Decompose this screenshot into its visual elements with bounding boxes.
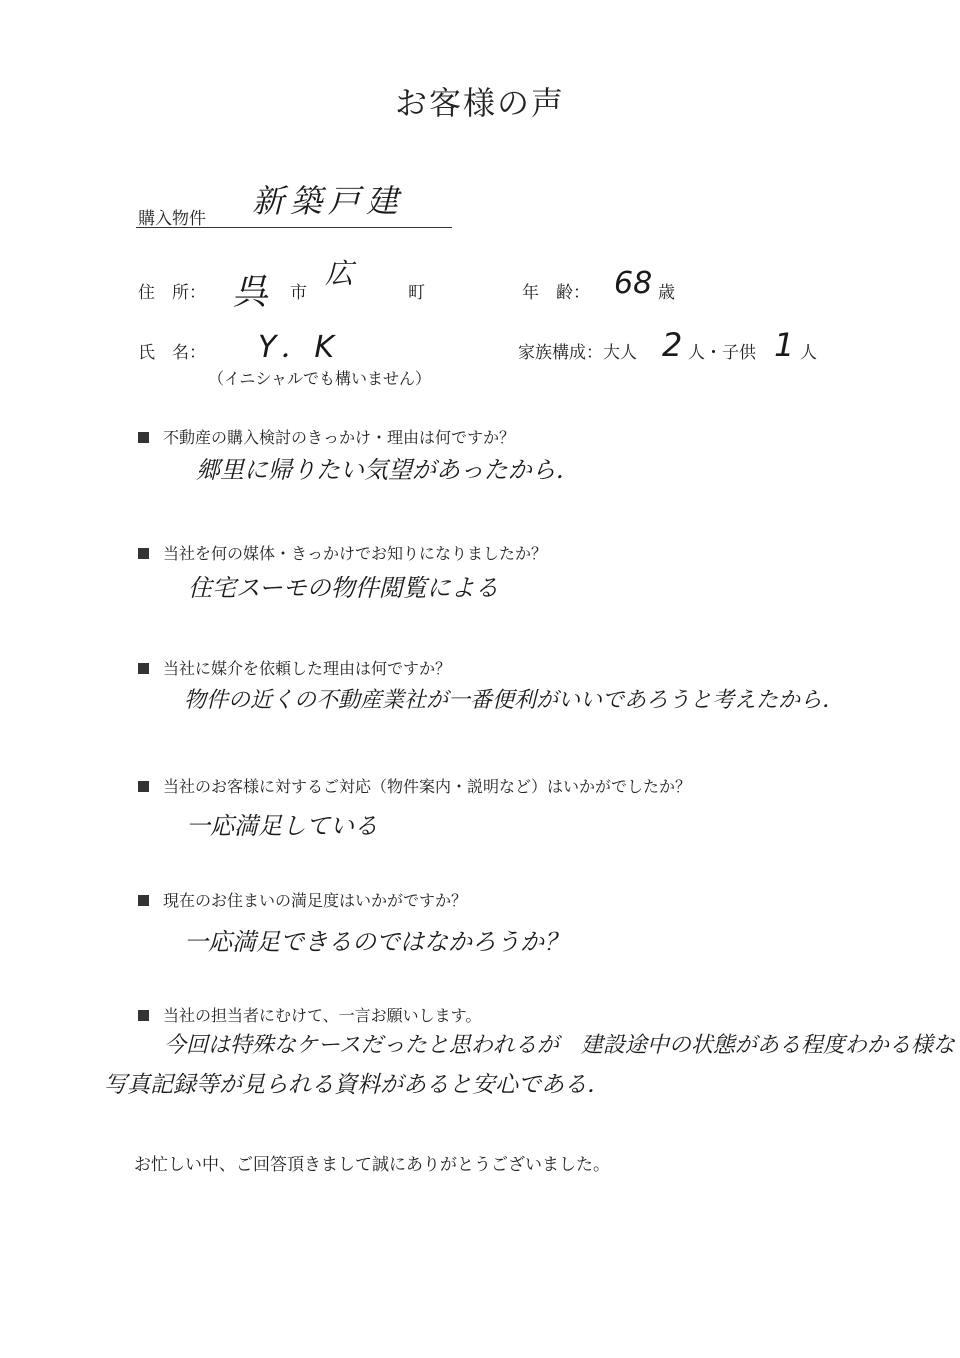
age-label: 年 齢： — [522, 283, 590, 303]
answer-6-line-1: 今回は特殊なケースだったと思われるが 建設途中の状態がある程度わかる様な — [164, 1033, 955, 1058]
address-city-value: 呉 — [232, 272, 269, 313]
question-6: 当社の担当者にむけて、一言お願いします。 — [138, 1003, 481, 1026]
answer-2: 住宅スーモの物件閲覧による — [188, 574, 499, 602]
question-3: 当社に媒介を依頼した理由は何ですか？ — [138, 656, 451, 679]
closing-message: お忙しい中、ご回答頂きまして誠にありがとうございました。 — [134, 1155, 610, 1175]
family-label: 家族構成：大人 — [518, 343, 637, 363]
answer-1: 郷里に帰りたい気望があったから． — [196, 456, 580, 484]
property-value: 新築戸建 — [252, 182, 405, 220]
bullet-square-icon — [138, 781, 149, 792]
address-town-value: 広 — [325, 257, 354, 290]
family-adults-unit: 人・子供 — [688, 343, 756, 363]
bullet-square-icon — [138, 548, 149, 559]
answer-4: 一応満足している — [186, 812, 378, 840]
age-unit: 歳 — [658, 283, 675, 303]
property-underline — [136, 227, 452, 228]
answer-3: 物件の近くの不動産業社が一番便利がいいであろうと考えたから． — [184, 688, 845, 713]
bullet-square-icon — [138, 663, 149, 674]
age-value: 68 — [614, 266, 653, 301]
name-note: （イニシャルでも構いません） — [208, 369, 432, 388]
family-children-value: 1 — [774, 326, 795, 364]
family-children-unit: 人 — [800, 343, 817, 363]
name-value: Y．K — [258, 330, 338, 365]
page-title: お客様の声 — [394, 84, 565, 122]
address-city-unit: 市 — [290, 283, 307, 303]
family-adults-value: 2 — [662, 326, 683, 364]
question-5: 現在のお住まいの満足度はいかがですか？ — [138, 888, 467, 911]
address-town-unit: 町 — [408, 283, 425, 303]
address-label: 住 所： — [138, 283, 206, 303]
question-1: 不動産の購入検討のきっかけ・理由は何ですか？ — [138, 425, 515, 448]
answer-5: 一応満足できるのではなかろうか？ — [184, 928, 568, 956]
question-4: 当社のお客様に対するご対応（物件案内・説明など）はいかがでしたか？ — [138, 774, 691, 797]
bullet-square-icon — [138, 895, 149, 906]
question-2: 当社を何の媒体・きっかけでお知りになりましたか？ — [138, 541, 547, 564]
bullet-square-icon — [138, 1010, 149, 1021]
name-label: 氏 名： — [138, 343, 206, 363]
property-label: 購入物件 — [138, 209, 206, 229]
bullet-square-icon — [138, 432, 149, 443]
answer-6-line-2: 写真記録等が見られる資料があると安心である． — [104, 1072, 610, 1098]
